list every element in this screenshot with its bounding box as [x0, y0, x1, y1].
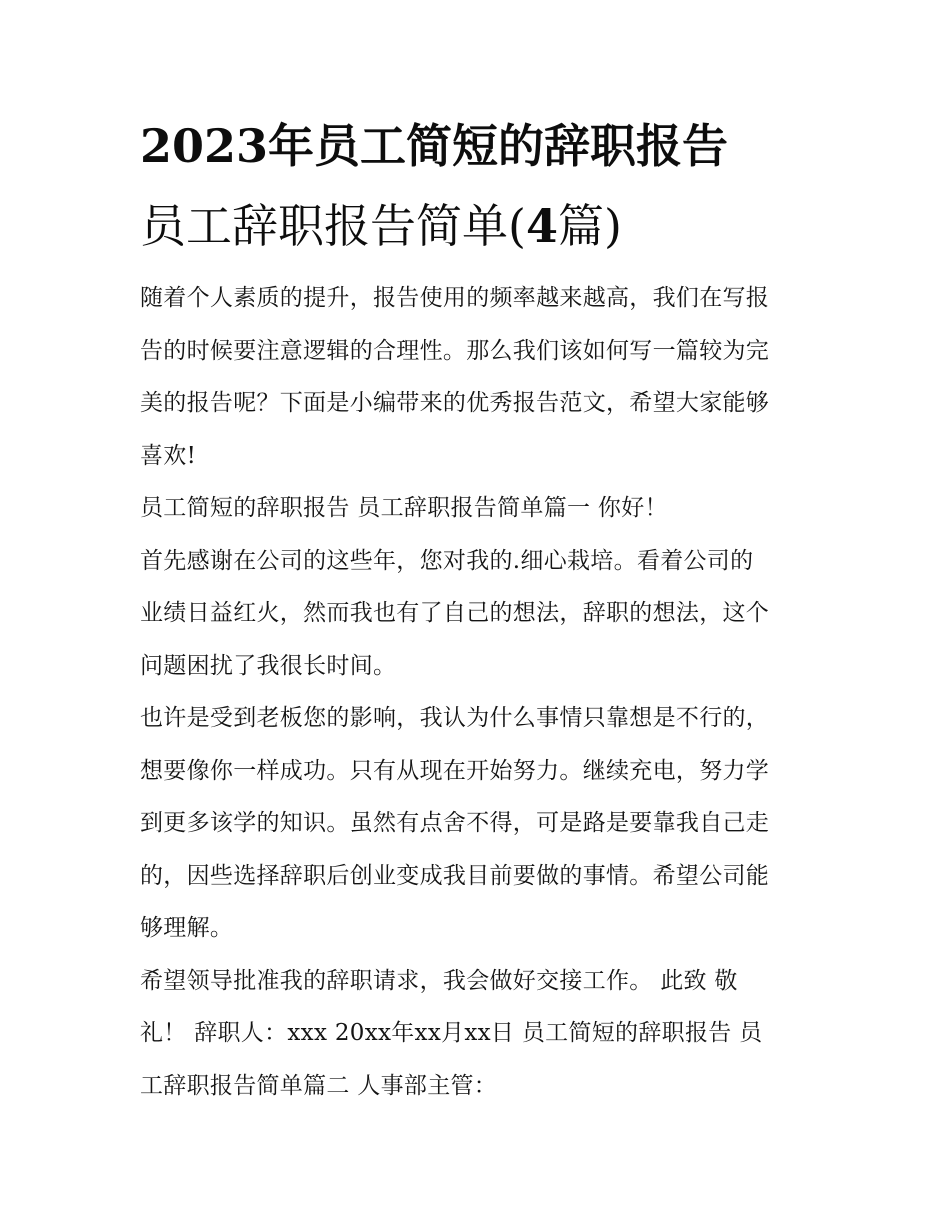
body-line: 够理解。 — [140, 915, 234, 941]
body-line: 到更多该学的知识。虽然有点舍不得，可是路是要靠我自己走 — [140, 810, 770, 836]
body-line: 告的时候要注意逻辑的合理性。那么我们该如何写一篇较为完 — [140, 337, 770, 364]
title-line-2-prefix: 员工辞职报告简单( — [140, 199, 526, 253]
body-line: 员工简短的辞职报告 员工辞职报告简单篇一 你好！ — [140, 495, 668, 521]
body-line: 业绩日益红火，然而我也有了自己的想法，辞职的想法，这个 — [140, 600, 770, 626]
document-title-line-2 — [140, 196, 820, 256]
title-line-2-number: 4 — [525, 199, 558, 253]
body-line: 想要像你一样成功。只有从现在开始努力。继续充电，努力学 — [140, 757, 770, 784]
body-line: 希望领导批准我的辞职请求，我会做好交接工作。 此致 敬 — [140, 967, 738, 994]
body-line: 问题困扰了我很长时间。 — [140, 652, 397, 679]
body-line: 也许是受到老板您的影响，我认为什么事情只靠想是不行的， — [140, 705, 770, 731]
document-body — [140, 272, 820, 1112]
body-line: 随着个人素质的提升，报告使用的频率越来越高，我们在写报 — [140, 285, 770, 311]
document-title-line-1: 2023年员工简短的辞职报告 — [140, 119, 729, 173]
body-line: 礼！ 辞职人：xxx 20xx年xx月xx日 员工简短的辞职报告 员 — [140, 1020, 763, 1046]
body-line: 首先感谢在公司的这些年，您对我的.细心栽培。看着公司的 — [140, 547, 754, 574]
body-line: 美的报告呢？下面是小编带来的优秀报告范文，希望大家能够 — [140, 390, 770, 416]
body-line: 的，因些选择辞职后创业变成我目前要做的事情。希望公司能 — [140, 862, 770, 889]
body-line: 工辞职报告简单篇二 人事部主管： — [140, 1072, 498, 1099]
title-line-2-suffix: 篇) — [557, 199, 622, 253]
body-line: 喜欢! — [140, 442, 197, 469]
